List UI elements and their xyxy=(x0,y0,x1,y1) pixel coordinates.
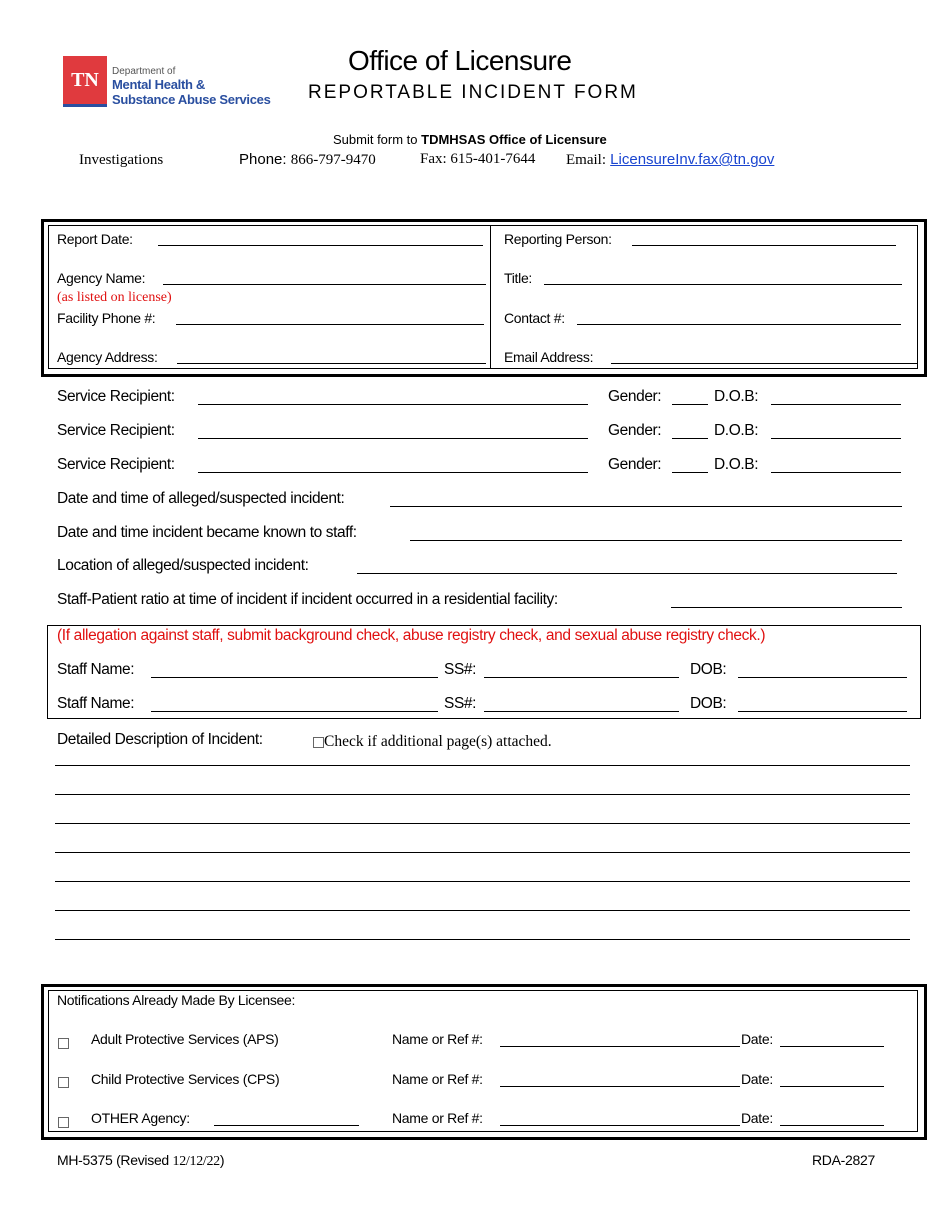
cps-label: Child Protective Services (CPS) xyxy=(91,1071,280,1087)
recipient-3-dob-label: D.O.B: xyxy=(714,456,759,473)
recipient-2-gender-field[interactable] xyxy=(672,438,708,439)
cps-date-field[interactable] xyxy=(780,1086,884,1087)
form-number xyxy=(57,1152,224,1170)
submit-instruction xyxy=(333,132,607,147)
phone-label: Phone: xyxy=(239,151,287,168)
cps-checkbox[interactable] xyxy=(58,1074,69,1092)
reporting-person-field[interactable] xyxy=(632,245,896,246)
aps-checkbox[interactable] xyxy=(58,1035,69,1053)
description-line-5[interactable] xyxy=(55,881,910,882)
additional-pages-check[interactable] xyxy=(313,733,552,751)
description-line-3[interactable] xyxy=(55,823,910,824)
aps-date-label: Date: xyxy=(741,1031,773,1047)
other-date-label: Date: xyxy=(741,1110,773,1126)
staff-1-dob-field[interactable] xyxy=(738,677,907,678)
form-date: 12/12/22 xyxy=(172,1154,220,1169)
cps-ref-label: Name or Ref #: xyxy=(392,1071,483,1087)
recipient-1-label: Service Recipient: xyxy=(57,388,175,405)
incident-datetime-field[interactable] xyxy=(390,506,902,507)
recipient-1-dob-field[interactable] xyxy=(771,404,901,405)
recipient-1-dob-label: D.O.B: xyxy=(714,388,759,405)
form-prefix: MH-5375 (Revised xyxy=(57,1152,173,1168)
staff-2-name-label: Staff Name: xyxy=(57,695,135,712)
recipient-2-dob-field[interactable] xyxy=(771,438,901,439)
agency-name-label: Agency Name: xyxy=(57,270,146,286)
incident-known-field[interactable] xyxy=(410,540,902,541)
staff-1-name-label: Staff Name: xyxy=(57,661,135,678)
staff-2-dob-label: DOB: xyxy=(690,695,727,712)
description-line-6[interactable] xyxy=(55,910,910,911)
contact-num-field[interactable] xyxy=(577,324,901,325)
recipient-1-field[interactable] xyxy=(198,404,588,405)
agency-name-field[interactable] xyxy=(163,284,486,285)
form-suffix: ) xyxy=(219,1152,225,1168)
logo-line1: Mental Health & xyxy=(112,77,206,92)
page-title: Office of Licensure xyxy=(348,45,572,76)
recipient-3-gender-field[interactable] xyxy=(672,472,708,473)
other-label: OTHER Agency: xyxy=(91,1110,190,1126)
recipient-3-dob-field[interactable] xyxy=(771,472,901,473)
rda-number: RDA-2827 xyxy=(812,1152,875,1168)
checkbox-icon[interactable] xyxy=(313,737,324,748)
phone-value: 866-797-9470 xyxy=(290,152,376,168)
other-ref-field[interactable] xyxy=(500,1125,740,1126)
title-field[interactable] xyxy=(544,284,902,285)
tn-logo xyxy=(63,56,107,104)
additional-pages-label: Check if additional page(s) attached. xyxy=(324,733,552,750)
staff-2-ss-label: SS#: xyxy=(444,695,477,712)
facility-phone-field[interactable] xyxy=(176,324,484,325)
logo-line2: Substance Abuse Services xyxy=(112,92,271,107)
agency-address-field[interactable] xyxy=(177,363,486,364)
email-label: Email: xyxy=(566,152,606,168)
agency-address-label: Agency Address: xyxy=(57,349,158,365)
incident-location-field[interactable] xyxy=(357,573,897,574)
staff-1-ss-label: SS#: xyxy=(444,661,477,678)
other-ref-label: Name or Ref #: xyxy=(392,1110,483,1126)
notifications-heading: Notifications Already Made By Licensee: xyxy=(57,992,296,1008)
incident-datetime-label: Date and time of alleged/suspected incident: xyxy=(57,490,345,507)
other-checkbox[interactable] xyxy=(58,1114,69,1132)
staff-ratio-field[interactable] xyxy=(671,607,902,608)
description-line-2[interactable] xyxy=(55,794,910,795)
staff-1-ss-field[interactable] xyxy=(484,677,679,678)
contact-fax xyxy=(420,151,535,168)
aps-ref-field[interactable] xyxy=(500,1046,740,1047)
staff-warning: (If allegation against staff, submit background check, abuse registry check, and sexual abuse registry check.) xyxy=(57,627,766,644)
description-line-1[interactable] xyxy=(55,765,910,766)
staff-2-name-field[interactable] xyxy=(151,711,438,712)
report-date-label: Report Date: xyxy=(57,231,133,247)
staff-2-dob-field[interactable] xyxy=(738,711,907,712)
reporting-person-label: Reporting Person: xyxy=(504,231,612,247)
contact-phone xyxy=(239,151,376,169)
aps-ref-label: Name or Ref #: xyxy=(392,1031,483,1047)
contact-email xyxy=(566,151,774,169)
staff-1-dob-label: DOB: xyxy=(690,661,727,678)
submit-target: TDMHSAS Office of Licensure xyxy=(421,132,607,147)
cps-ref-field[interactable] xyxy=(500,1086,740,1087)
recipient-3-field[interactable] xyxy=(198,472,588,473)
incident-known-label: Date and time incident became known to staff: xyxy=(57,524,357,541)
other-agency-field[interactable] xyxy=(214,1125,359,1126)
agency-name-note: (as listed on license) xyxy=(57,290,172,305)
page-subtitle: REPORTABLE INCIDENT FORM xyxy=(308,82,638,103)
staff-2-ss-field[interactable] xyxy=(484,711,679,712)
recipient-2-dob-label: D.O.B: xyxy=(714,422,759,439)
recipient-2-field[interactable] xyxy=(198,438,588,439)
staff-1-name-field[interactable] xyxy=(151,677,438,678)
email-link[interactable]: LicensureInv.fax@tn.gov xyxy=(610,151,775,168)
cps-date-label: Date: xyxy=(741,1071,773,1087)
recipient-3-gender-label: Gender: xyxy=(608,456,662,473)
contact-num-label: Contact #: xyxy=(504,310,565,326)
description-label: Detailed Description of Incident: xyxy=(57,731,263,748)
logo-dept: Department of xyxy=(112,66,176,77)
fax-value: 615-401-7644 xyxy=(450,151,536,167)
email-address-label: Email Address: xyxy=(504,349,594,365)
report-date-field[interactable] xyxy=(158,245,483,246)
contact-dept: Investigations xyxy=(79,152,164,168)
description-line-4[interactable] xyxy=(55,852,910,853)
fax-label: Fax: xyxy=(420,151,447,167)
aps-date-field[interactable] xyxy=(780,1046,884,1047)
recipient-3-label: Service Recipient: xyxy=(57,456,175,473)
incident-location-label: Location of alleged/suspected incident: xyxy=(57,557,309,574)
aps-label: Adult Protective Services (APS) xyxy=(91,1031,279,1047)
recipient-1-gender-field[interactable] xyxy=(672,404,708,405)
logo-tn-text: TN xyxy=(71,68,99,91)
staff-ratio-label: Staff-Patient ratio at time of incident if incident occurred in a residential facility: xyxy=(57,591,558,608)
facility-phone-label: Facility Phone #: xyxy=(57,310,156,326)
other-date-field[interactable] xyxy=(780,1125,884,1126)
title-label: Title: xyxy=(504,270,533,286)
description-line-7[interactable] xyxy=(55,939,910,940)
recipient-2-label: Service Recipient: xyxy=(57,422,175,439)
email-address-field[interactable] xyxy=(611,363,917,364)
recipient-1-gender-label: Gender: xyxy=(608,388,662,405)
report-info-inner xyxy=(48,225,918,369)
recipient-2-gender-label: Gender: xyxy=(608,422,662,439)
report-info-divider xyxy=(490,225,491,369)
logo-underline xyxy=(63,104,107,107)
submit-prefix: Submit form to xyxy=(333,132,422,147)
